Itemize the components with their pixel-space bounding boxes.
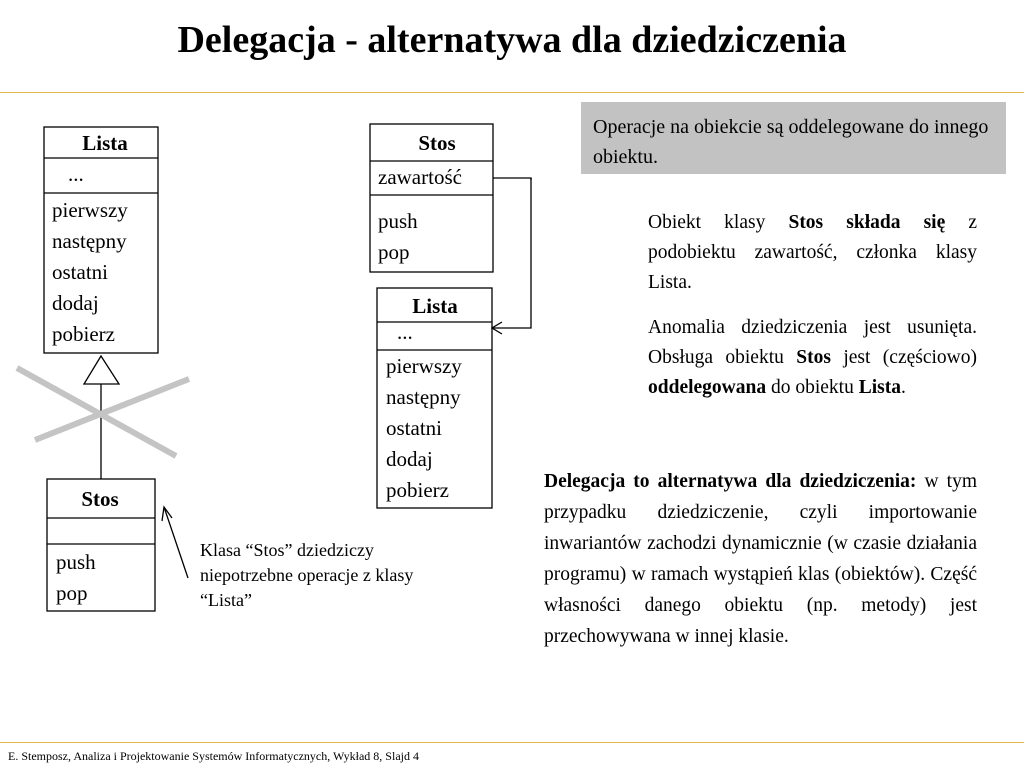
caption-line: “Lista” xyxy=(200,590,252,610)
caption-line: Klasa “Stos” dziedziczy xyxy=(200,540,374,560)
operation: dodaj xyxy=(52,291,99,315)
para-bold: Stos xyxy=(796,347,831,368)
operation: push xyxy=(56,550,96,574)
para-text: do obiektu xyxy=(766,377,859,398)
class-name: Stos xyxy=(418,131,456,155)
operation: ostatni xyxy=(52,260,108,284)
para-text: Anomalia dziedziczenia jest usunięta. Obsługa obiektu xyxy=(648,317,977,368)
operation: push xyxy=(378,209,418,233)
delegation-connector xyxy=(492,178,531,334)
page-title: Delegacja - alternatywa dla dziedziczenia xyxy=(177,19,847,61)
para-text: . xyxy=(901,377,906,398)
para-bold: oddelegowana xyxy=(648,377,767,398)
caption-line: niepotrzebne operacje z klasy xyxy=(200,565,414,585)
operation: pop xyxy=(378,240,410,264)
para-text: w tym przypadku dziedziczenie, czyli importowanie inwariantów zachodzi dynamicznie (w czasie działania programu) w ramach wystąpień klas (obiektów). Część własności danego obiektu (np. metody) jest przechowywana w innej klasie. xyxy=(544,471,977,647)
operation: następny xyxy=(52,229,127,253)
footer-divider xyxy=(0,742,1024,743)
footer-text: E. Stemposz, Analiza i Projektowanie Systemów Informatycznych, Wykład 8, Slajd 4 xyxy=(8,749,419,763)
class-name: Lista xyxy=(412,294,458,318)
operation: ostatni xyxy=(386,416,442,440)
para-text: z podobiektu zawartość, członka klasy Lista. xyxy=(648,212,978,293)
paragraph-composition xyxy=(648,208,977,298)
caption-arrow xyxy=(162,507,188,578)
operation: pop xyxy=(56,581,88,605)
operation: pobierz xyxy=(52,322,115,346)
class-name: Stos xyxy=(81,487,119,511)
operation: pierwszy xyxy=(52,198,128,222)
para-text: Obiekt klasy xyxy=(648,212,789,233)
class-attribute: ... xyxy=(68,162,84,186)
inheritance-caption xyxy=(200,538,500,613)
operation: pierwszy xyxy=(386,354,462,378)
paragraph-anomaly xyxy=(648,313,977,403)
operation: pobierz xyxy=(386,478,449,502)
para-bold: Stos składa się xyxy=(788,212,946,233)
class-name: Lista xyxy=(82,131,128,155)
class-attribute: ... xyxy=(397,320,413,344)
note-text: Operacje na obiekcie są oddelegowane do innego obiektu. xyxy=(593,116,989,168)
para-bold: Delegacja to alternatywa dla dziedziczenia: xyxy=(544,471,917,492)
operation: następny xyxy=(386,385,461,409)
note-box xyxy=(581,102,1006,174)
paragraph-delegation xyxy=(544,466,977,652)
para-bold: Lista xyxy=(858,377,901,398)
class-attribute: zawartość xyxy=(378,165,462,189)
para-text: jest (częściowo) xyxy=(830,347,978,368)
operation: dodaj xyxy=(386,447,433,471)
